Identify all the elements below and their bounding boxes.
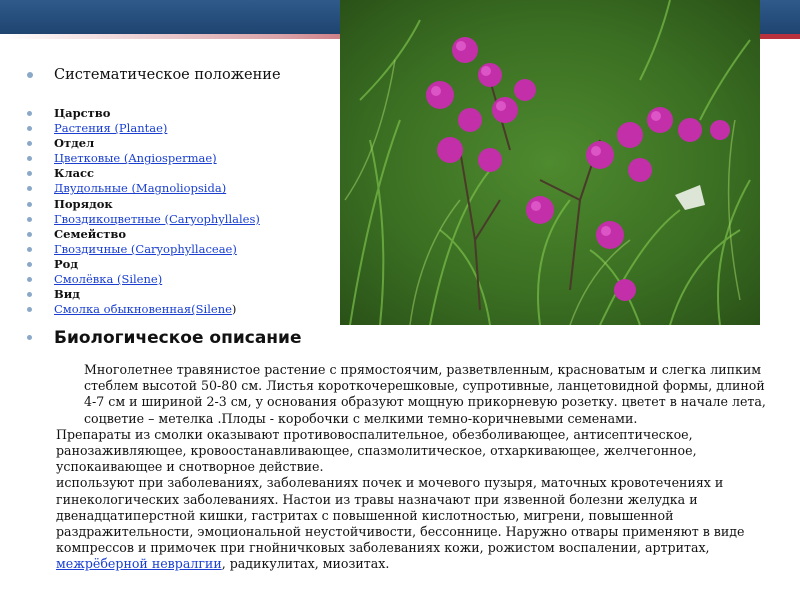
bio-paragraph-3 xyxy=(52,475,772,572)
intercostal-neuralgia-link[interactable]: межрёберной невралгии xyxy=(56,556,222,572)
taxonomy-link[interactable]: Гвоздичные (Caryophyllaceae) xyxy=(54,241,237,256)
taxonomy-rank-label: Царство xyxy=(54,106,260,121)
taxonomy-link-item[interactable] xyxy=(54,302,260,317)
taxonomy-link-item[interactable] xyxy=(54,181,260,196)
taxonomy-link-item[interactable] xyxy=(54,212,260,227)
taxonomy-link-item[interactable] xyxy=(54,272,260,287)
bio-title: Биологическое описание xyxy=(54,328,302,348)
bio-paragraph-3-start: используют при заболеваниях, заболеваниях почек и мочевого пузыря, маточных кровотечениях и гинекологических заболеваниях. Настои из травы назначают при язвенной болезни желудка и двенадцатиперстной кишки, гастритах с повышенной кислотностью, мигрени, повышенной раздражительности, эмоциональной неустойчивости, бессоннице. Наружно отвары применяют в виде компрессов и примочек при гнойничковых заболеваниях кожи, рожистом воспалении, артритах, xyxy=(56,475,745,556)
taxonomy-rank-label: Вид xyxy=(54,287,260,302)
taxonomy-rank-label: Класс xyxy=(54,166,260,181)
taxonomy-list xyxy=(54,106,260,317)
taxonomy-link[interactable]: Цветковые (Angiospermae) xyxy=(54,151,217,166)
taxonomy-link[interactable]: Смолка обыкновенная(Silene xyxy=(54,302,232,317)
taxonomy-link[interactable]: Растения (Plantae) xyxy=(54,121,168,136)
heading-bullet xyxy=(27,72,33,78)
bio-text xyxy=(52,362,772,573)
bio-paragraph-3-end: , радикулитах, миозитах. xyxy=(221,556,390,572)
taxonomy-rank-label: Род xyxy=(54,257,260,272)
systematic-heading: Систематическое положение xyxy=(54,67,281,83)
taxonomy-link[interactable]: Двудольные (Magnoliopsida) xyxy=(54,181,227,196)
bio-title-bullet xyxy=(27,335,32,340)
taxonomy-link-item[interactable] xyxy=(54,121,260,136)
bio-paragraph-2: Препараты из смолки оказывают противовоспалительное, обезболивающее, антисептическое, ранозаживляющее, кровоостанавливающее, спазмолитическое, отхаркивающее, желчегонное, успокаивающее и снотворное действие. xyxy=(56,426,697,475)
silene-plant-photo xyxy=(340,0,760,325)
taxonomy-link[interactable]: Смолёвка (Silene) xyxy=(54,272,163,287)
taxonomy-rank-label: Отдел xyxy=(54,136,260,151)
taxonomy-link-item[interactable] xyxy=(54,151,260,166)
bio-paragraph-1: Многолетнее травянистое растение с прямостоячим, разветвленным, красноватым и слегка липким стеблем высотой 50-80 см. Листья короткочерешковые, супротивные, ланцетовидной формы, длиной 4-7 см и шириной 2-3 см, у основания образуют мощную прикорневую розетку. цветет в начале лета, соцветие – метелка .Плоды - коробочки с мелкими темно-коричневыми семенами. xyxy=(84,362,766,426)
taxonomy-rank-label: Семейство xyxy=(54,227,260,242)
taxonomy-link-item[interactable] xyxy=(54,242,260,257)
taxonomy-link-suffix: ) xyxy=(231,302,237,317)
taxonomy-link[interactable]: Гвоздикоцветные (Caryophyllales) xyxy=(54,211,260,226)
taxonomy-rank-label: Порядок xyxy=(54,197,260,212)
